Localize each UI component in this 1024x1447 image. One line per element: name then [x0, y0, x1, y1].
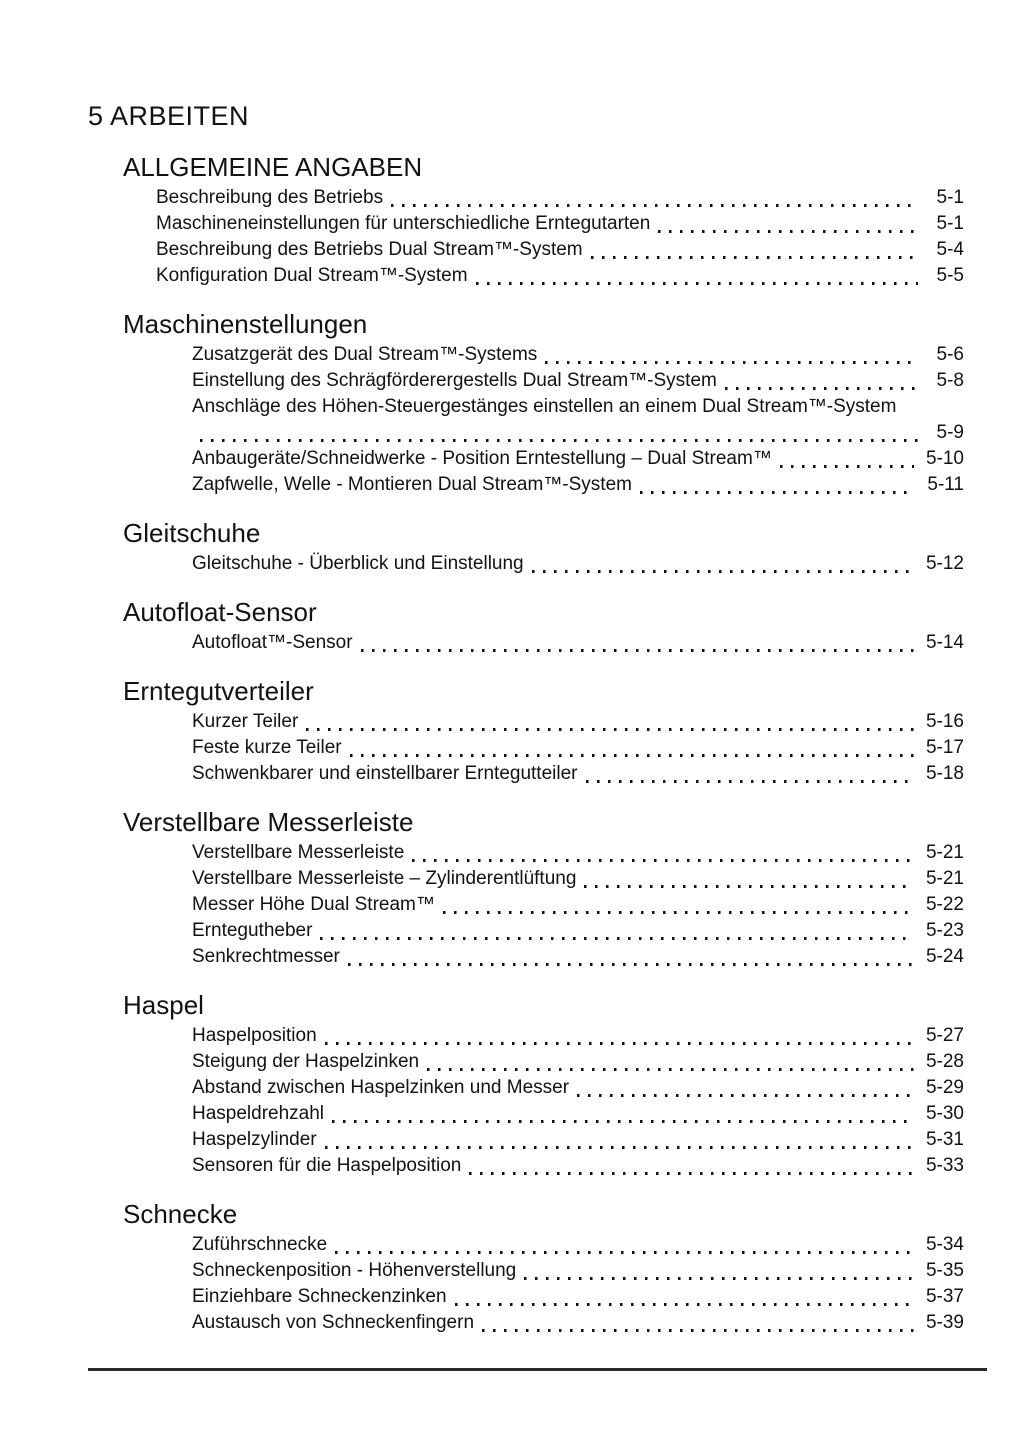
toc-entry-page: 5-27 [925, 1025, 964, 1046]
toc-entry-label: Maschineneinstellungen für unterschiedliche Erntegutarten [156, 213, 651, 234]
toc-entry-label: Zapfwelle, Welle - Montieren Dual Stream™-System [192, 474, 632, 495]
toc-entry-label: Erntegutheber [192, 920, 313, 941]
toc-entry-leader [391, 204, 918, 207]
toc-sections [88, 152, 964, 1336]
toc-entry-label: Einziehbare Schneckenzinken [192, 1286, 447, 1307]
toc-section [88, 807, 964, 970]
toc-entry-leader [545, 361, 918, 364]
toc-entry-leader [306, 728, 914, 731]
toc-entry-page: 5-10 [925, 448, 964, 469]
toc-entry-continuation [192, 420, 964, 446]
toc-entry-leader [482, 1329, 914, 1332]
toc-entry-page: 5-18 [925, 763, 964, 784]
toc-entry-label: Anbaugeräte/Schneidwerke - Position Erntestellung – Dual Stream™ [192, 448, 772, 469]
toc-entry [192, 1258, 964, 1284]
toc-entry [192, 892, 964, 918]
toc-entry-page: 5-5 [936, 265, 964, 286]
toc-entry [192, 394, 964, 420]
toc-entry-leader [348, 963, 914, 966]
toc-entry [192, 1023, 964, 1049]
toc-entry-page: 5-31 [925, 1129, 964, 1150]
toc-entry [192, 761, 964, 787]
toc-entry [192, 1127, 964, 1153]
toc-section [88, 1199, 964, 1336]
toc-entry-page: 5-6 [936, 344, 964, 365]
toc-entry [156, 237, 964, 263]
toc-entry-leader [455, 1303, 914, 1306]
toc-entry [192, 918, 964, 944]
toc-entry [192, 368, 964, 394]
toc-entry [192, 735, 964, 761]
toc-entry-label: Beschreibung des Betriebs [156, 187, 384, 208]
toc-entry [192, 1101, 964, 1127]
toc-entry-page: 5-30 [925, 1103, 964, 1124]
toc-entry-label: Verstellbare Messerleiste [192, 842, 405, 863]
toc-entry-label: Sensoren für die Haspelposition [192, 1155, 462, 1176]
toc-entry-page: 5-22 [925, 894, 964, 915]
toc-entry-leader [325, 1042, 914, 1045]
toc-entry-page: 5-23 [925, 920, 964, 941]
toc-content [88, 100, 964, 1336]
toc-entry [192, 709, 964, 735]
toc-section [88, 309, 964, 498]
toc-section [88, 990, 964, 1179]
toc-entry-label: Einstellung des Schrägförderergestells Dual Stream™-System [192, 370, 717, 391]
toc-entry-page: 5-21 [925, 868, 964, 889]
toc-entry-label: Messer Höhe Dual Stream™ [192, 894, 435, 915]
section-heading: Autofloat-Sensor [123, 597, 317, 627]
toc-entry-list [192, 709, 964, 787]
toc-entry-leader [586, 780, 914, 783]
toc-entry-page: 5-17 [925, 737, 964, 758]
toc-entry-page: 5-11 [927, 474, 964, 495]
toc-entry-label: Gleitschuhe - Überblick und Einstellung [192, 553, 524, 574]
toc-entry-page: 5-35 [925, 1260, 964, 1281]
toc-entry-page: 5-8 [936, 370, 964, 391]
toc-entry-leader [325, 1146, 914, 1149]
toc-entry-leader [532, 570, 914, 573]
toc-entry-page: 5-34 [925, 1234, 964, 1255]
toc-section [88, 152, 964, 289]
toc-entry-leader [469, 1172, 914, 1175]
toc-entry-leader [320, 937, 914, 940]
toc-entry-page: 5-39 [925, 1312, 964, 1333]
toc-entry [156, 185, 964, 211]
toc-entry-label: Verstellbare Messerleiste – Zylinderentlüftung [192, 868, 577, 889]
toc-entry-page: 5-4 [936, 239, 964, 260]
toc-entry-label: Konfiguration Dual Stream™-System [156, 265, 468, 286]
section-heading: Haspel [123, 990, 204, 1020]
toc-entry-list [192, 1023, 964, 1179]
toc-entry-page: 5-14 [925, 632, 964, 653]
toc-entry-page: 5-21 [925, 842, 964, 863]
toc-entry-leader [658, 230, 918, 233]
toc-entry [156, 263, 964, 289]
toc-entry-leader [200, 439, 918, 442]
toc-entry-label: Schwenkbarer und einstellbarer Erntegutteiler [192, 763, 578, 784]
toc-entry [192, 342, 964, 368]
toc-entry-page: 5-37 [925, 1286, 964, 1307]
toc-entry-label: Zuführschnecke [192, 1234, 328, 1255]
toc-entry-leader [584, 885, 914, 888]
toc-entry-leader [350, 754, 914, 757]
toc-entry [156, 211, 964, 237]
toc-entry [192, 1310, 964, 1336]
toc-entry-label: Kurzer Teiler [192, 711, 299, 732]
toc-entry-list [192, 342, 964, 498]
section-heading: Erntegutverteiler [123, 676, 314, 706]
toc-entry-label: Autofloat™-Sensor [192, 632, 353, 653]
toc-entry-leader [780, 465, 914, 468]
toc-entry-label: Haspelposition [192, 1025, 317, 1046]
toc-section [88, 597, 964, 656]
toc-entry-page: 5-12 [925, 553, 964, 574]
toc-entry-label: Haspelzylinder [192, 1129, 317, 1150]
toc-entry-leader [524, 1277, 914, 1280]
toc-entry-leader [640, 491, 915, 494]
section-heading: Schnecke [123, 1199, 238, 1229]
section-heading: Maschinenstellungen [123, 309, 368, 339]
chapter-title: 5 ARBEITEN [88, 101, 250, 131]
toc-entry-leader [427, 1068, 914, 1071]
toc-entry-leader [412, 859, 914, 862]
toc-entry-label: Anschläge des Höhen-Steuergestänges einstellen an einem Dual Stream™-System [192, 396, 897, 417]
toc-entry-leader [476, 282, 918, 285]
toc-entry [192, 551, 964, 577]
toc-entry-list [192, 840, 964, 970]
toc-entry-label: Feste kurze Teiler [192, 737, 342, 758]
section-heading: ALLGEMEINE ANGABEN [123, 152, 423, 182]
toc-entry-leader [591, 256, 918, 259]
toc-entry-leader [577, 1094, 914, 1097]
toc-entry [192, 840, 964, 866]
toc-entry-label: Steigung der Haspelzinken [192, 1051, 420, 1072]
toc-entry [192, 1049, 964, 1075]
toc-entry [192, 1075, 964, 1101]
toc-entry [192, 446, 964, 472]
toc-entry-label: Schneckenposition - Höhenverstellung [192, 1260, 517, 1281]
section-heading: Verstellbare Messerleiste [123, 807, 414, 837]
toc-entry [192, 1153, 964, 1179]
toc-entry-label: Haspeldrehzahl [192, 1103, 325, 1124]
toc-entry-label: Austausch von Schneckenfingern [192, 1312, 475, 1333]
toc-entry-leader [361, 649, 914, 652]
toc-entry-label: Zusatzgerät des Dual Stream™-Systems [192, 344, 538, 365]
toc-entry [192, 866, 964, 892]
toc-entry-page: 5-9 [936, 422, 964, 443]
toc-entry-list [192, 630, 964, 656]
toc-entry-page: 5-1 [936, 213, 964, 234]
section-heading: Gleitschuhe [123, 518, 261, 548]
toc-section [88, 676, 964, 787]
toc-entry-label: Abstand zwischen Haspelzinken und Messer [192, 1077, 570, 1098]
toc-entry-leader [335, 1251, 914, 1254]
toc-entry-list [156, 185, 964, 289]
toc-entry [192, 472, 964, 498]
toc-entry-page: 5-28 [925, 1051, 964, 1072]
toc-entry [192, 630, 964, 656]
toc-entry-leader [725, 387, 918, 390]
toc-entry-label: Beschreibung des Betriebs Dual Stream™-System [156, 239, 583, 260]
toc-section [88, 518, 964, 577]
toc-entry-leader [443, 911, 914, 914]
toc-entry [192, 944, 964, 970]
toc-entry-page: 5-33 [925, 1155, 964, 1176]
toc-entry-leader [332, 1120, 914, 1123]
toc-entry-list [192, 551, 964, 577]
toc-entry [192, 1232, 964, 1258]
toc-entry-page: 5-29 [925, 1077, 964, 1098]
footer-rule [88, 1368, 987, 1371]
toc-entry-page: 5-24 [925, 946, 964, 967]
toc-entry-list [192, 1232, 964, 1336]
toc-entry [192, 1284, 964, 1310]
toc-entry-label: Senkrechtmesser [192, 946, 340, 967]
toc-entry-page: 5-16 [925, 711, 964, 732]
toc-entry-page: 5-1 [936, 187, 964, 208]
